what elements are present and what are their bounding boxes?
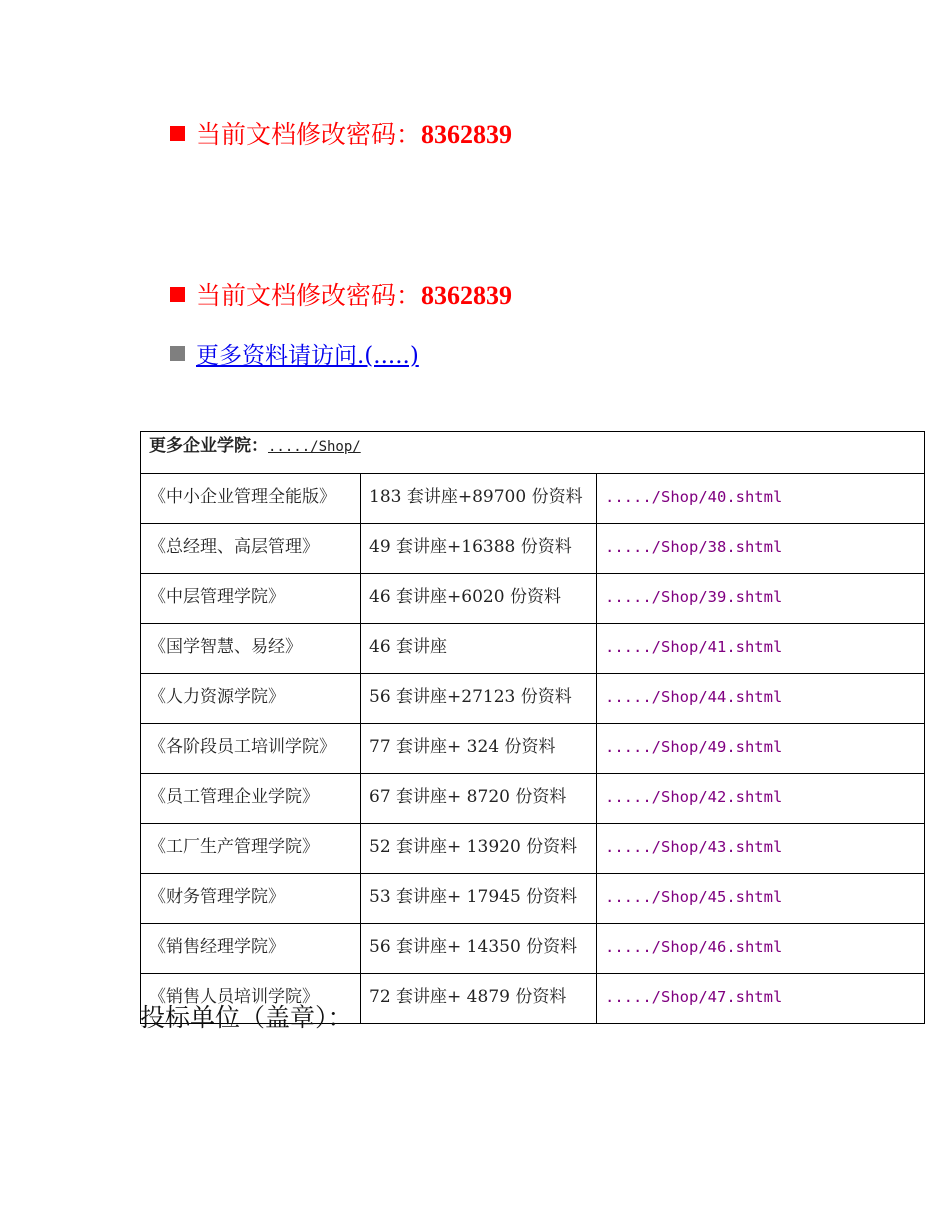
course-name-cell: 《财务管理学院》 [141,874,361,924]
course-url-cell[interactable]: ...../Shop/40.shtml [597,474,925,524]
gray-square-bullet-icon [170,346,185,361]
course-count-cell: 77 套讲座+ 324 份资料 [361,724,597,774]
password-label: 当前文档修改密码： [196,281,422,310]
course-name-cell: 《工厂生产管理学院》 [141,824,361,874]
password-code: 8362839 [421,120,513,149]
course-count-cell: 49 套讲座+16388 份资料 [361,524,597,574]
password-notice-1 [170,115,512,151]
course-count-cell: 53 套讲座+ 17945 份资料 [361,874,597,924]
table-row [141,674,925,724]
course-url-cell[interactable]: ...../Shop/45.shtml [597,874,925,924]
course-url-cell[interactable]: ...../Shop/41.shtml [597,624,925,674]
red-square-bullet-icon [170,287,185,302]
course-name-cell: 《销售经理学院》 [141,924,361,974]
course-name-cell: 《国学智慧、易经》 [141,624,361,674]
table-row [141,474,925,524]
course-name-cell: 《中小企业管理全能版》 [141,474,361,524]
course-url-cell[interactable]: ...../Shop/39.shtml [597,574,925,624]
course-url-cell[interactable]: ...../Shop/44.shtml [597,674,925,724]
table-row [141,824,925,874]
resource-table [140,431,925,1024]
table-row [141,774,925,824]
header-label: 更多企业学院： [149,436,268,456]
more-info-link[interactable]: 更多资料请访问.(.....) [196,343,419,369]
course-name-cell: 《总经理、高层管理》 [141,524,361,574]
password-notice-2 [170,276,512,312]
course-url-cell[interactable]: ...../Shop/47.shtml [597,974,925,1024]
course-count-cell: 56 套讲座+27123 份资料 [361,674,597,724]
course-url-cell[interactable]: ...../Shop/43.shtml [597,824,925,874]
course-count-cell: 56 套讲座+ 14350 份资料 [361,924,597,974]
table-row [141,924,925,974]
course-url-cell[interactable]: ...../Shop/49.shtml [597,724,925,774]
table-header-row [141,432,925,474]
more-info-line [170,337,419,370]
course-count-cell: 72 套讲座+ 4879 份资料 [361,974,597,1024]
course-count-cell: 183 套讲座+89700 份资料 [361,474,597,524]
course-name-cell: 《人力资源学院》 [141,674,361,724]
table-row [141,574,925,624]
course-name-cell: 《中层管理学院》 [141,574,361,624]
table-header-cell [141,432,925,474]
course-url-cell[interactable]: ...../Shop/42.shtml [597,774,925,824]
table-row [141,524,925,574]
course-count-cell: 46 套讲座+6020 份资料 [361,574,597,624]
course-name-cell: 《员工管理企业学院》 [141,774,361,824]
header-link[interactable]: ...../Shop/ [268,439,361,455]
course-count-cell: 46 套讲座 [361,624,597,674]
password-code: 8362839 [421,281,513,310]
table-row [141,874,925,924]
course-url-cell[interactable]: ...../Shop/38.shtml [597,524,925,574]
course-name-cell: 《各阶段员工培训学院》 [141,724,361,774]
course-name-cell: 《销售人员培训学院》 [141,974,361,1024]
table-row [141,624,925,674]
course-count-cell: 52 套讲座+ 13920 份资料 [361,824,597,874]
course-url-cell[interactable]: ...../Shop/46.shtml [597,924,925,974]
course-count-cell: 67 套讲座+ 8720 份资料 [361,774,597,824]
password-label: 当前文档修改密码： [196,120,422,149]
red-square-bullet-icon [170,126,185,141]
bidder-seal-label: 投标单位（盖章）： [140,1003,353,1032]
table-row [141,724,925,774]
